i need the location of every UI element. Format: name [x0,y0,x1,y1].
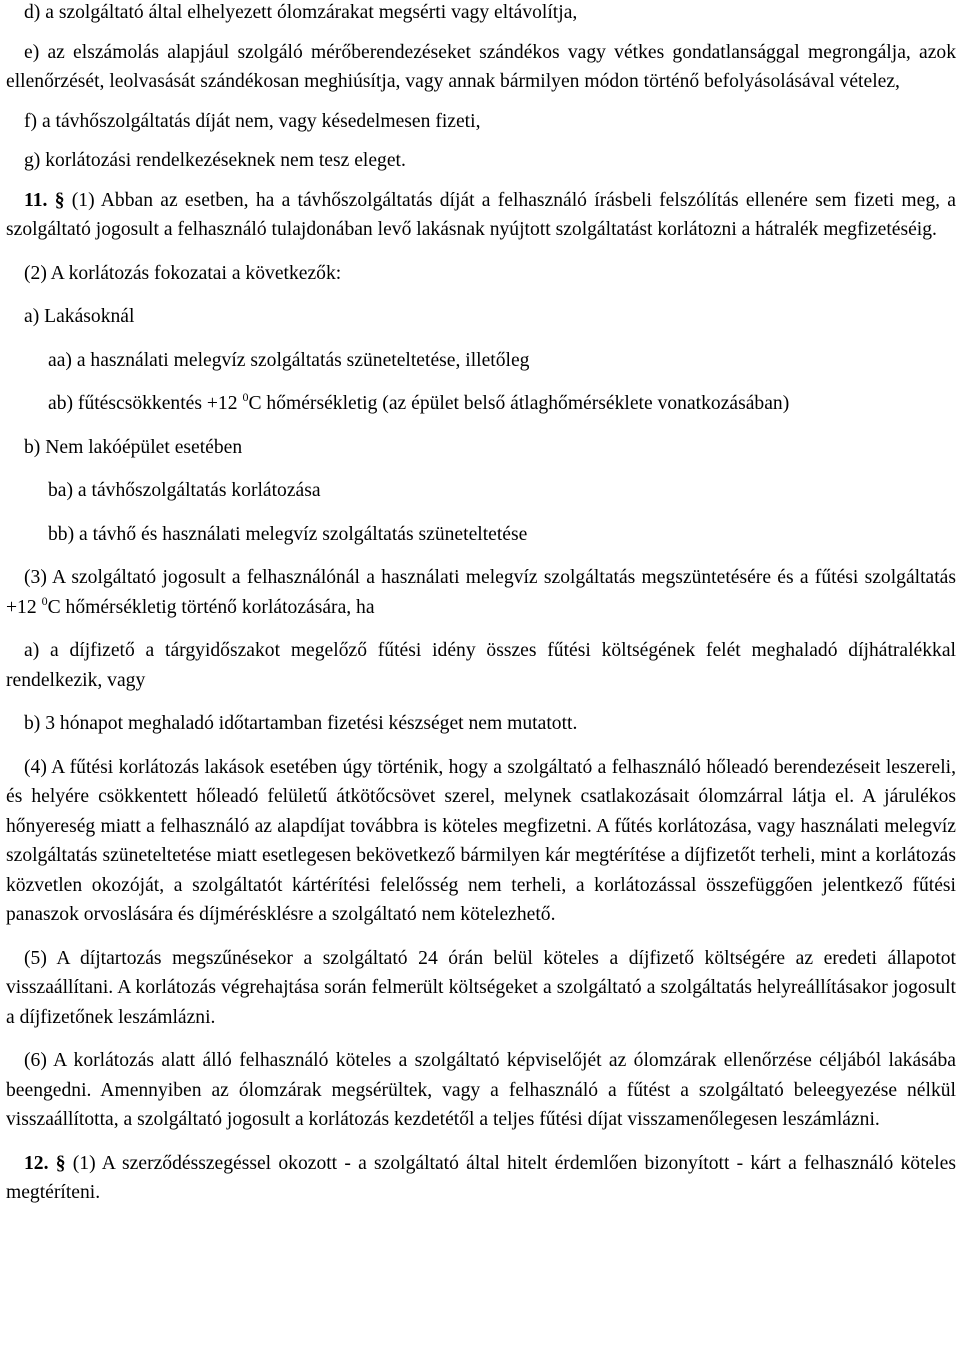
section-11-p2-a: a) Lakásoknál [24,306,135,327]
ab-text-pre: ab) fűtéscsökkentés +12 [48,393,238,414]
section-11-p2-ba: ba) a távhőszolgáltatás korlátozása [48,480,321,501]
section-11-paragraph-6: (6) A korlátozás alatt álló felhasználó köteles a szolgáltató képviselőjét az ólomzárak ellenőrzése céljából lakásába beengedni. Amennyiben az ólomzárak megsérültek, vagy a felhasználó a fűtést a szolgáltató beleegyezése nélkül visszaállította, a szolgáltató jogosult a korlátozás kezdetétől a teljes fűtési díjat visszamenőlegesen leszámlázni. [6,1050,956,1130]
section-11-paragraph-3 [6,563,956,622]
section-12-number: 12. [24,1152,49,1174]
section-11-paragraph-2: (2) A korlátozás fokozatai a következők: [24,262,342,284]
section-12-sign: § [55,1152,66,1174]
section-11-paragraph-5: (5) A díjtartozás megszűnésekor a szolgáltató 24 órán belül köteles a díjfizető költségére az eredeti állapotot visszaállítani. A korlátozás végrehajtása során felmerült költségeket a szolgáltató a szolgáltatás helyreállításakor jogosult a díjfizetőnek leszámlázni. [6,947,956,1028]
section-12-p1-text: (1) A szerződésszegéssel okozott - a szolgáltató által hitelt érdemlően bizonyított - kárt a felhasználó köteles megtéríteni. [6,1152,956,1203]
section-11-sign: § [54,189,65,211]
item-g: g) korlátozási rendelkezéseknek nem tesz eleget. [24,150,406,171]
section-12-paragraph-1 [6,1149,956,1208]
document-page [6,0,956,1208]
p3-text-pre: (3) A szolgáltató jogosult a felhasználónál a használati melegvíz szolgáltatás megszüntetésére és a fűtési szolgáltatás +12 [6,567,956,618]
section-11-p2-ab [6,389,956,419]
item-f: f) a távhőszolgáltatás díját nem, vagy késedelmesen fizeti, [24,110,481,132]
section-11-paragraph-1 [6,186,956,245]
section-11-p3-a: a) a díjfizető a tárgyidőszakot megelőző fűtési idény összes fűtési költségének felét meghaladó díjhátralékkal rendelkezik, vagy [6,640,956,691]
section-11-p1-text: (1) Abban az esetben, ha a távhőszolgáltatás díját a felhasználó írásbeli felszólítás ellenére sem fizeti meg, a szolgáltató jogosult a felhasználó tulajdonában levő lakásnak nyújtott szolgáltatást korlátozni a hátralék megfizetéséig. [6,189,957,240]
item-d: d) a szolgáltató által elhelyezett ólomzárakat megsérti vagy eltávolítja, [24,2,578,23]
section-11-p2-aa: aa) a használati melegvíz szolgáltatás szüneteltetése, illetőleg [48,349,530,371]
ab-degree-sup: 0 [242,390,249,404]
ab-text-post: C hőmérsékletig (az épület belső átlaghőmérséklete vonatkozásában) [248,393,790,414]
p3-degree-sup: 0 [41,593,48,608]
section-11-paragraph-4: (4) A fűtési korlátozás lakások esetében úgy történik, hogy a szolgáltató a felhasználó hőleadó berendezéseit leszereli, és helyére csökkentett hőleadó felületű átkötőcsövet szerel, melynek csatlakozásait ólomzárral látja el. A járulékos hőnyereség miatt a felhasználó az alapdíjat továbbra is köteles megfizetni. A fűtés korlátozása, vagy használati melegvíz szolgáltatás szüneteltetése miatt esetlegesen bekövetkező bármilyen kár megtérítése a díjfizetőt terheli, mint a korlátozás közvetlen okozóját, a szolgáltatót kártérítési felelősség nem terheli, a korlátozással összefüggően jelentkező fűtési panaszok orvoslására és díjmérésklésre a szolgáltató nem kötelezhető. [6,756,956,925]
p3-text-post: C hőmérsékletig történő korlátozására, ha [47,596,375,618]
section-11-number: 11. [24,189,48,211]
section-11-p2-b: b) Nem lakóépület esetében [24,436,243,458]
section-11-p3-b: b) 3 hónapot meghaladó időtartamban fizetési készséget nem mutatott. [24,713,578,734]
section-11-p2-bb: bb) a távhő és használati melegvíz szolgáltatás szüneteltetése [48,523,528,545]
item-e: e) az elszámolás alapjául szolgáló mérőberendezéseket szándékos vagy vétkes gondatlansággal megrongálja, azok ellenőrzését, leolvasását szándékosan meghiúsítja, vagy annak bármilyen módon történő befolyásolásával vételez, [6,41,956,92]
